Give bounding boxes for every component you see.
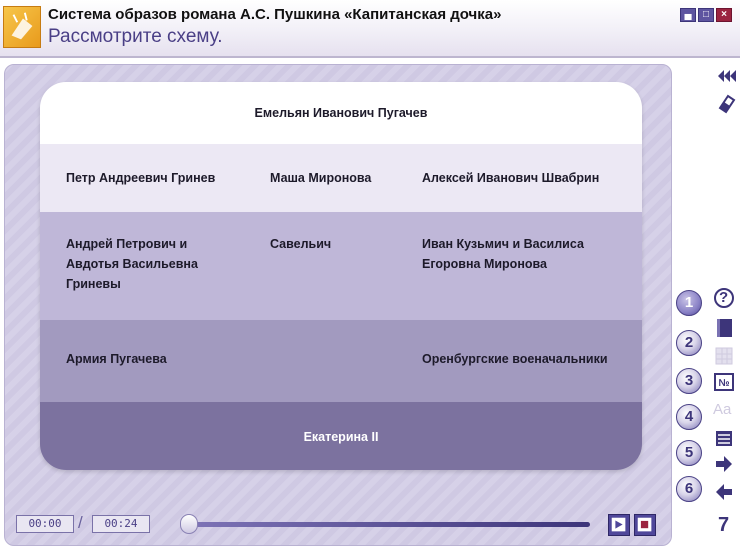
step-button-4[interactable]: 4 (676, 404, 702, 430)
app-logo-icon (3, 6, 41, 48)
scheme-cell-savelich: Савельич (270, 237, 332, 251)
step-button-1[interactable]: 1 (676, 290, 702, 316)
scheme-cell-shvabrin: Алексей Иванович Швабрин (422, 171, 600, 185)
page-subtitle: Рассмотрите схему. (48, 26, 223, 47)
play-button[interactable] (608, 514, 630, 536)
scheme-row-3 (40, 212, 642, 320)
help-icon[interactable] (712, 286, 736, 310)
arrow-left-icon[interactable] (712, 480, 736, 504)
scheme-cell-mironovs: Иван Кузьмич и Василиса Егоровна Миронова (422, 237, 584, 271)
progress-track[interactable] (190, 522, 590, 527)
step-button-6[interactable]: 6 (676, 476, 702, 502)
table-icon[interactable] (712, 344, 736, 368)
time-separator: / (78, 513, 83, 532)
step-button-2[interactable]: 2 (676, 330, 702, 356)
page-title: Система образов романа А.С. Пушкина «Капитанская дочка» (48, 6, 502, 23)
title-bar (0, 0, 740, 58)
scheme-row-1 (40, 82, 642, 144)
step-button-5[interactable]: 5 (676, 440, 702, 466)
scheme-cell-orenburg-generals: Оренбургские военачальники (422, 352, 608, 366)
step-button-3[interactable]: 3 (676, 368, 702, 394)
bottom-number-text: 7 (718, 514, 730, 536)
stop-icon (635, 515, 655, 535)
list-icon[interactable] (712, 426, 736, 450)
progress-slider-handle[interactable] (180, 514, 198, 534)
arrow-right-icon[interactable] (712, 452, 736, 476)
play-icon (609, 515, 629, 535)
character-scheme (40, 82, 642, 470)
stop-button[interactable] (634, 514, 656, 536)
scheme-cell-grinev: Петр Андреевич Гринев (66, 171, 216, 185)
help-label: ? (719, 289, 729, 306)
number-icon[interactable] (712, 370, 736, 394)
book-icon[interactable] (712, 316, 736, 340)
font-size-icon[interactable] (712, 398, 736, 422)
rewind-icon[interactable] (714, 64, 738, 88)
player-controls (10, 512, 664, 538)
right-toolbar (674, 58, 740, 550)
svg-text:№: № (718, 378, 730, 389)
eraser-icon[interactable] (714, 90, 738, 114)
minimize-button[interactable]: ▄ (680, 8, 696, 22)
scheme-cell-grinev-parents: Андрей Петрович и Авдотья Васильевна Гриневы (66, 237, 198, 291)
window-controls (680, 8, 732, 22)
scheme-cell-pugachev-army: Армия Пугачева (66, 352, 167, 366)
close-button[interactable]: × (716, 8, 732, 22)
scheme-cell-masha: Маша Миронова (270, 171, 372, 185)
scheme-row-4 (40, 320, 642, 402)
scheme-cell-ekaterina: Екатерина II (303, 430, 379, 444)
scheme-row-5 (40, 402, 642, 470)
scheme-cell-pugachev: Емельян Иванович Пугачев (254, 106, 428, 120)
maximize-button[interactable]: □ (698, 8, 714, 22)
total-time: 00:24 (92, 515, 150, 533)
current-time: 00:00 (16, 515, 74, 533)
bottom-number-label[interactable] (716, 514, 740, 538)
font-size-label: Aa (713, 401, 732, 418)
scheme-row-2 (40, 144, 642, 212)
